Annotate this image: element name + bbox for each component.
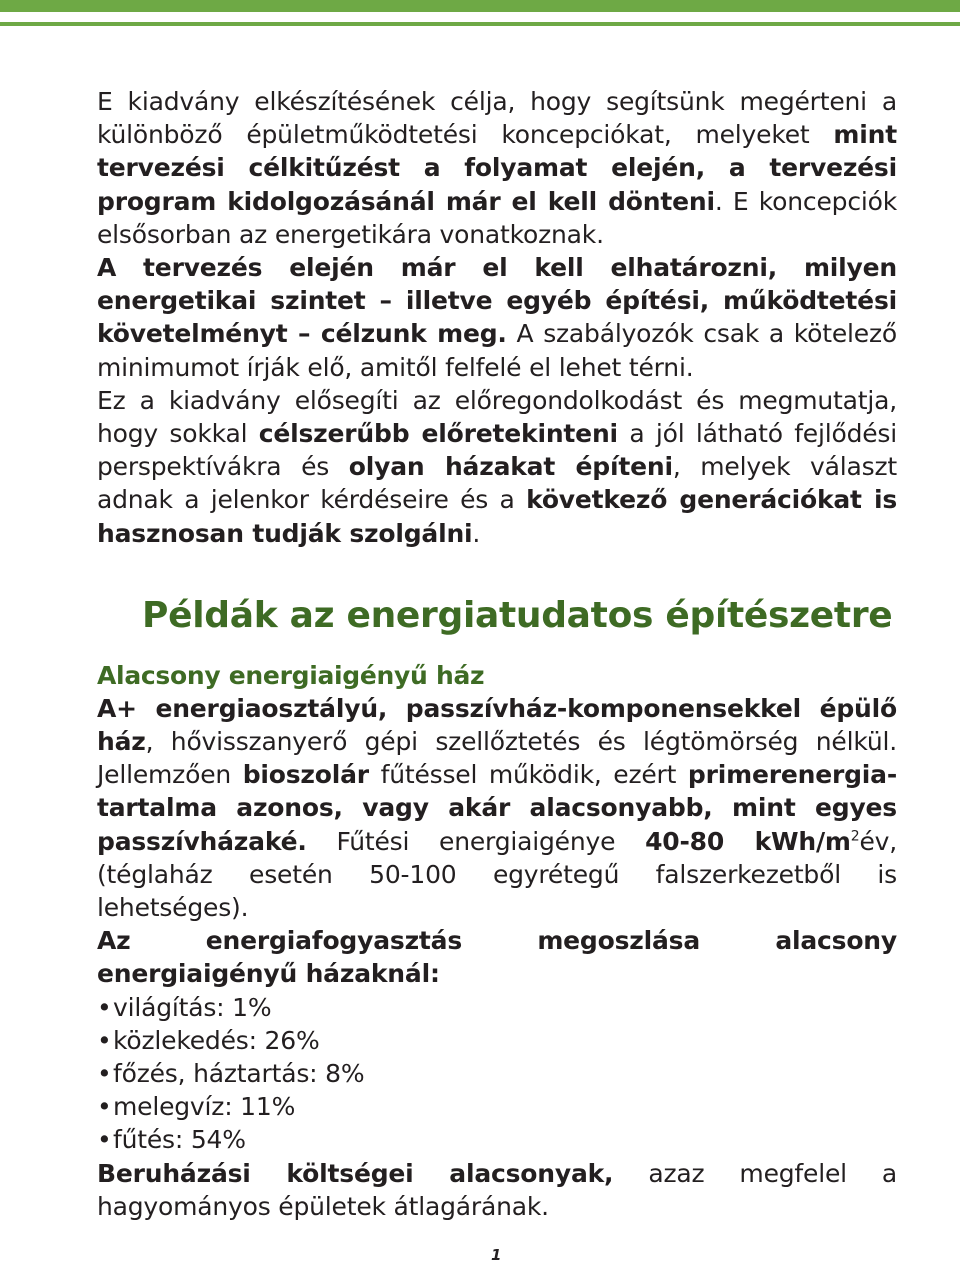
section-subtitle: Alacsony energiaigényű ház	[97, 660, 485, 690]
section-p1-text-1: , hővisszanyerő gépi szellőztetés és légtömörség nélkül. Jellemzően	[97, 727, 897, 790]
header-accent-line	[0, 22, 960, 26]
intro-p1-bold-1: mint tervezési célkitűzést a folyamat elején, a tervezési program kidolgozásánál már el kell dönteni	[97, 120, 897, 216]
page-number: 1	[491, 1246, 502, 1264]
section-p2-bold-1: Az energiafogyasztás megoszlása alacsony energiaigényű házaknál:	[97, 926, 897, 989]
section-p3-bold-1: Beruházási költségei alacsonyak,	[97, 1158, 614, 1188]
intro-paragraph-1	[97, 85, 897, 251]
section-p1-bold-4: 40-80 kWh/m	[645, 826, 851, 856]
intro-p2-bold-1: A tervezés elején már el kell elhatározni, milyen energetikai szintet – illetve egyéb építési, működtetési követelményt – célzunk meg.	[97, 253, 897, 349]
section-p1-text-3: Fűtési energiaigénye	[306, 826, 646, 856]
list-item-text: főzés, háztartás: 8%	[113, 1059, 365, 1089]
intro-p3-bold-3: következő generációkat is hasznosan tudják szolgálni	[97, 485, 898, 548]
list-item-text: melegvíz: 11%	[113, 1092, 296, 1122]
energy-distribution-list	[97, 991, 897, 1157]
list-item-text: fűtés: 54%	[113, 1125, 246, 1155]
intro-paragraph-2	[97, 251, 897, 384]
intro-p3-text-2: a jól látható fejlődési perspektívákra és	[97, 419, 897, 482]
section-p3-text-1: azaz megfelel a hagyományos épületek átlagárának.	[97, 1158, 897, 1221]
bullet-icon: •	[97, 1125, 112, 1155]
bullet-icon: •	[97, 1025, 112, 1055]
list-item	[97, 1123, 897, 1156]
intro-paragraph-3	[97, 384, 897, 550]
bullet-icon: •	[97, 1059, 112, 1089]
list-item	[97, 991, 897, 1024]
section-p1-bold-3: primerenergia-tartalma azonos, vagy akár alacsonyabb, mint egyes passzívházaké.	[97, 760, 897, 856]
intro-p3-bold-2: olyan házakat építeni	[348, 452, 673, 482]
section-paragraph-1	[97, 692, 897, 924]
bullet-icon: •	[97, 1092, 112, 1122]
list-item-text: világítás: 1%	[113, 992, 272, 1022]
intro-p3-text-3: , melyek választ adnak a jelenkor kérdéseire és a	[97, 452, 897, 515]
intro-p3-bold-1: célszerűbb előretekinteni	[258, 419, 618, 449]
section-paragraph-2	[97, 924, 897, 990]
section-p1-bold-2: bioszolár	[242, 760, 369, 790]
list-item	[97, 1090, 897, 1123]
intro-p3-text-1: Ez a kiadvány elősegíti az előregondolkodást és megmutatja, hogy sokkal	[97, 385, 897, 449]
section-title: Példák az energiatudatos építészetre	[142, 594, 893, 636]
list-item	[97, 1024, 897, 1057]
intro-p3-text-4: .	[472, 518, 481, 548]
intro-p1-text-2: . E koncepciók elsősorban az energetikára vonatkoznak.	[97, 186, 897, 249]
section-p1-text-2: fűtéssel működik, ezért	[368, 760, 688, 790]
intro-p1-text-1: E kiadvány elkészítésének célja, hogy segítsünk megérteni a különböző épületműködtetési koncepciókat, melyeket	[97, 87, 897, 150]
section-p1-bold-1: A+ energiaosztályú, passzívház-komponensekkel épülő ház	[97, 693, 897, 757]
section-p1-text-4: év, (téglaház esetén 50-100 egyrétegű falszerkezetből is lehetséges).	[97, 826, 898, 923]
section-paragraph-3	[97, 1157, 897, 1223]
bullet-icon: •	[97, 992, 112, 1022]
header-accent-bar	[0, 0, 960, 12]
list-item	[97, 1057, 897, 1090]
intro-p2-text-1: A szabályozók csak a kötelező minimumot írják elő, amitől felfelé el lehet térni.	[97, 319, 898, 382]
list-item-text: közlekedés: 26%	[113, 1025, 320, 1055]
document-body	[97, 85, 897, 1223]
section-p1-superscript: 2	[850, 828, 860, 845]
